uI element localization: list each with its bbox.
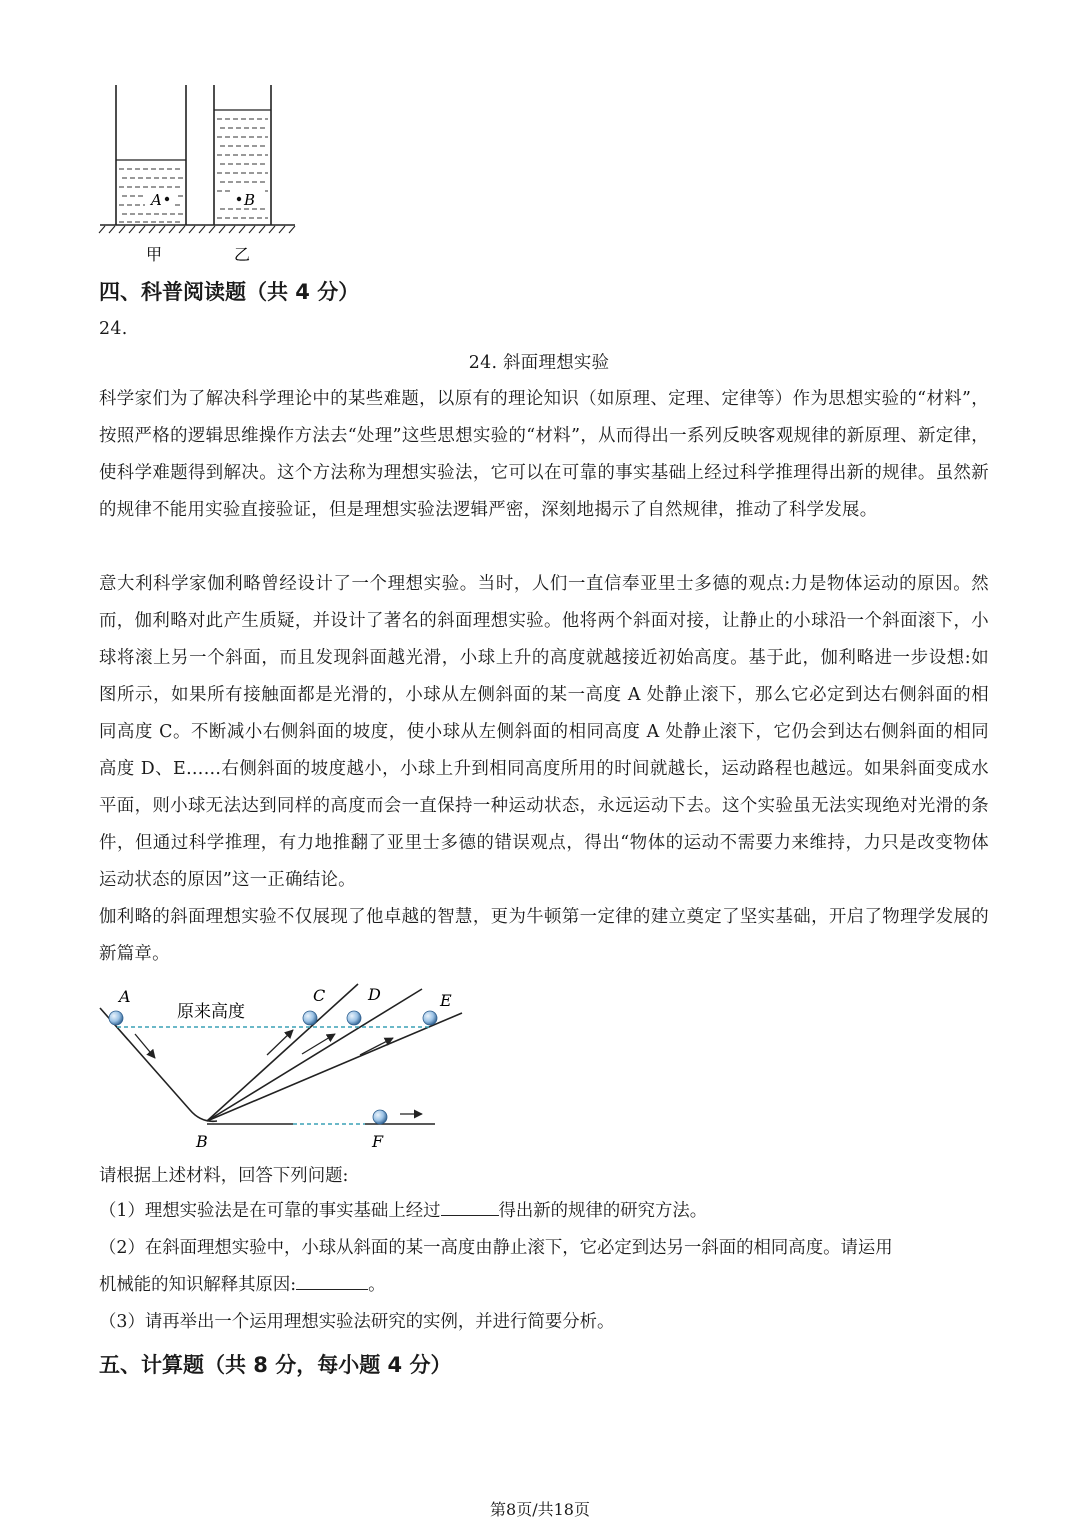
- container-jia-label: 甲: [146, 245, 163, 264]
- point-b-dot: [237, 197, 241, 201]
- label-e: E: [440, 991, 452, 1010]
- paragraph-2: 意大利科学家伽利略曾经设计了一个理想实验。当时，人们一直信奉亚里士多德的观点:力是物体运动的原因。然而，伽利略对此产生质疑，并设计了著名的斜面理想实验。他将两个斜面对接，让静止的小球沿一个斜面滚下，小球将滚上另一个斜面，而且发现斜面越光滑，小球上升的高度就越接近初始高度。基于此，伽利略进一步设想:如图所示，如果所有接触面都是光滑的，小球从左侧斜面的某一高度 A 处静止滚下，那么它必定到达右侧斜面的相同高度 C。不断减小右侧斜面的坡度，使小球从左侧斜面的相同高度 A 处静止滚下，它仍会到达右侧斜面的相同高度 D、E……右侧斜面的坡度越小，小球上升到相同高度所用的时间就越长，运动路程也越远。如果斜面变成水平面，则小球无法达到同样的高度而会一直保持一种运动状态，永远运动下去。这个实验虽无法实现绝对光滑的条件，但通过科学推理，有力地推翻了亚里士多德的错误观点，得出“物体的运动不需要力来维持，力只是改变物体运动状态的原因”这一正确结论。: [99, 574, 989, 890]
- question-1-answer-blank[interactable]: [441, 1214, 499, 1216]
- question-number: 24.: [99, 319, 128, 339]
- label-a: A: [119, 987, 131, 1006]
- containers-figure: [95, 80, 300, 265]
- questions-prompt: 请根据上述材料，回答下列问题:: [99, 1166, 349, 1186]
- question-2-line-2: [99, 1267, 989, 1304]
- ball-d: [347, 1011, 361, 1025]
- question-3: （3）请再举出一个运用理想实验法研究的实例，并进行简要分析。: [99, 1312, 615, 1332]
- ball-f: [373, 1110, 387, 1124]
- question-2-text-after: 。: [368, 1275, 386, 1295]
- page-footer: 第8页/共18页: [490, 1500, 590, 1519]
- container-yi: [214, 85, 271, 225]
- label-original-height: 原来高度: [177, 1002, 245, 1022]
- label-f: F: [372, 1132, 384, 1151]
- label-d: D: [368, 985, 381, 1004]
- question-2-text-before: 机械能的知识解释其原因:: [99, 1275, 297, 1295]
- point-a-label: A: [151, 191, 162, 209]
- arrow-d: [302, 1034, 335, 1054]
- arrow-c: [267, 1030, 293, 1055]
- question-2-line-1: （2）在斜面理想实验中，小球从斜面的某一高度由静止滚下，它必定到达另一斜面的相同高度。请运用: [99, 1238, 893, 1258]
- point-a-dot: [165, 197, 169, 201]
- label-c: C: [313, 986, 326, 1005]
- ball-e: [423, 1011, 437, 1025]
- arrow-down-left: [135, 1034, 155, 1058]
- ball-a: [109, 1011, 123, 1025]
- article-title: 24. 斜面理想实验: [468, 353, 610, 373]
- incline-figure: [95, 980, 475, 1155]
- question-1-text-after: 得出新的规律的研究方法。: [498, 1201, 708, 1221]
- incline-e: [207, 1013, 462, 1121]
- point-b-label: B: [244, 191, 256, 209]
- section5-heading: 五、计算题（共 8 分，每小题 4 分）: [99, 1353, 452, 1377]
- question-1: [99, 1193, 989, 1230]
- paragraph-1: 科学家们为了解决科学理论中的某些难题，以原有的理论知识（如原理、定理、定律等）作为思想实验的“材料”，按照严格的逻辑思维操作方法去“处理”这些思想实验的“材料”，从而得出一系列反映客观规律的新原理、新定律，使科学难题得到解决。这个方法称为理想实验法，它可以在可靠的事实基础上经过科学推理得出新的规律。虽然新的规律不能用实验直接验证，但是理想实验法逻辑严密，深刻地揭示了自然规律，推动了科学发展。: [99, 389, 989, 520]
- question-1-text-before: （1）理想实验法是在可靠的事实基础上经过: [99, 1201, 441, 1221]
- label-b: B: [196, 1132, 208, 1151]
- section4-heading: 四、科普阅读题（共 4 分）: [99, 280, 360, 304]
- question-2-answer-blank[interactable]: [296, 1288, 368, 1290]
- paragraph-3: 伽利略的斜面理想实验不仅展现了他卓越的智慧，更为牛顿第一定律的建立奠定了坚实基础，开启了物理学发展的新篇章。: [99, 907, 989, 964]
- arrow-e: [360, 1038, 393, 1055]
- container-jia: [116, 85, 186, 225]
- ball-c: [303, 1011, 317, 1025]
- container-yi-label: 乙: [234, 245, 251, 264]
